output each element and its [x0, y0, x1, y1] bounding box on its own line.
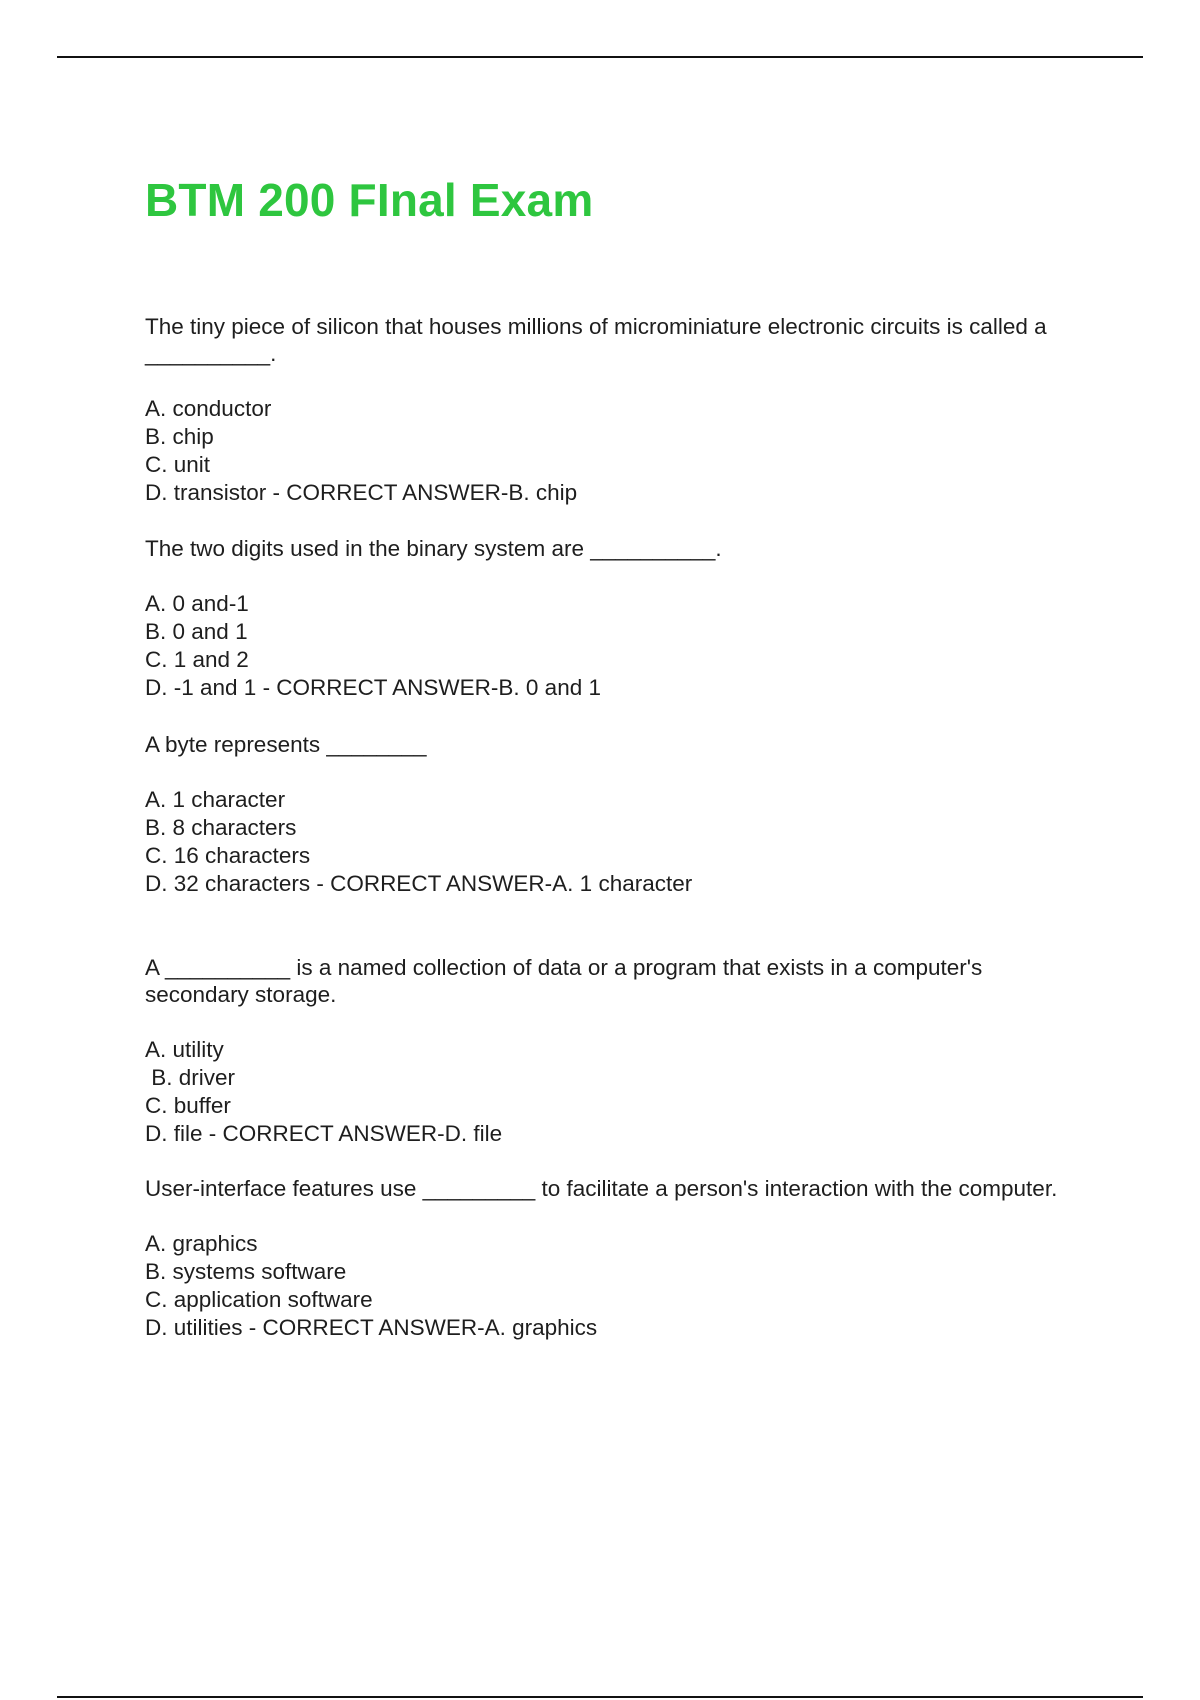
answer-option-with-correct-answer: D. file - CORRECT ANSWER-D. file	[145, 1121, 503, 1146]
question-block	[145, 1175, 1065, 1342]
answer-option: B. driver	[145, 1065, 236, 1090]
question-text: The tiny piece of silicon that houses millions of microminiature electronic circuits is called a __________.	[145, 314, 1053, 366]
answer-option: C. 16 characters	[145, 843, 311, 868]
question-block	[145, 954, 1065, 1148]
answer-option: A. 1 character	[145, 787, 286, 812]
answer-option: C. buffer	[145, 1093, 231, 1118]
answer-options	[145, 590, 1065, 702]
answer-option-with-correct-answer: D. utilities - CORRECT ANSWER-A. graphics	[145, 1315, 598, 1340]
top-divider	[57, 56, 1143, 58]
question-text: User-interface features use _________ to facilitate a person's interaction with the computer.	[145, 1176, 1058, 1201]
answer-option: B. 8 characters	[145, 815, 297, 840]
bottom-divider	[57, 1696, 1143, 1698]
answer-options	[145, 1036, 1065, 1148]
question-block	[145, 535, 1065, 702]
answer-option-with-correct-answer: D. -1 and 1 - CORRECT ANSWER-B. 0 and 1	[145, 675, 601, 700]
answer-option: A. 0 and-1	[145, 591, 249, 616]
answer-options	[145, 1230, 1065, 1342]
answer-option: A. utility	[145, 1037, 224, 1062]
question-text: A __________ is a named collection of data or a program that exists in a computer's secondary storage.	[145, 955, 989, 1007]
answer-option-with-correct-answer: D. transistor - CORRECT ANSWER-B. chip	[145, 480, 578, 505]
question-text: A byte represents ________	[145, 732, 427, 757]
answer-option: B. chip	[145, 424, 214, 449]
answer-options	[145, 786, 1065, 898]
question-block	[145, 731, 1065, 898]
answer-options	[145, 395, 1065, 507]
answer-option: C. application software	[145, 1287, 373, 1312]
answer-option-with-correct-answer: D. 32 characters - CORRECT ANSWER-A. 1 character	[145, 871, 693, 896]
question-text: The two digits used in the binary system are __________.	[145, 536, 722, 561]
answer-option: C. 1 and 2	[145, 647, 249, 672]
answer-option: B. 0 and 1	[145, 619, 248, 644]
question-block	[145, 313, 1065, 507]
answer-option: B. systems software	[145, 1259, 347, 1284]
answer-option: A. conductor	[145, 396, 272, 421]
answer-option: A. graphics	[145, 1231, 258, 1256]
document-title: BTM 200 FInal Exam	[145, 174, 594, 226]
answer-option: C. unit	[145, 452, 211, 477]
